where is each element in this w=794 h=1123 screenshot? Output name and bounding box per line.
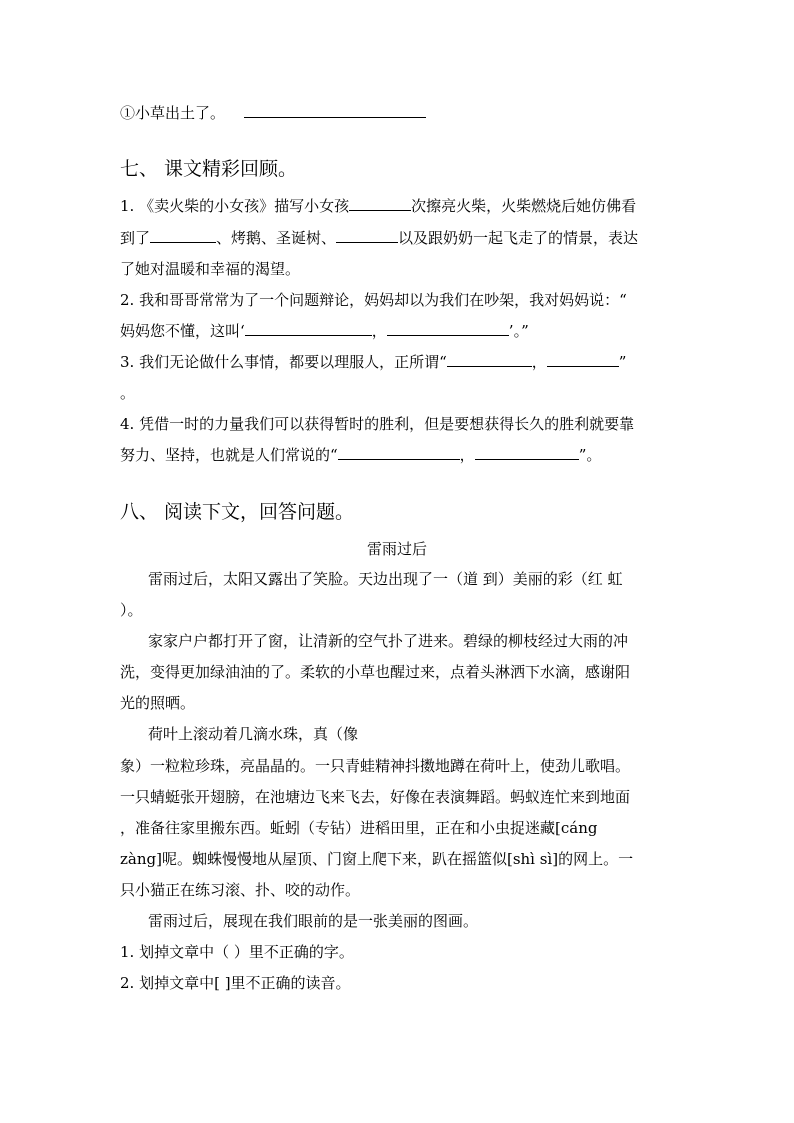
q1-text-c: 到了 xyxy=(120,229,151,247)
p1-line1: 雷雨过后，太阳又露出了笑脸。天边出现了一（道 到）美丽的彩（红 虹 xyxy=(148,570,623,588)
passage-title: 雷雨过后 xyxy=(366,540,427,558)
q3-text-a: 3. 我们无论做什么事情，都要以理服人，正所谓“ xyxy=(120,353,447,371)
q1-line1 xyxy=(120,196,636,216)
q1-blank-3[interactable] xyxy=(336,228,398,243)
item-grass-text: ①小草出土了。 xyxy=(120,104,226,122)
q1-text-b: 次擦亮火柴，火柴燃烧后她仿佛看 xyxy=(411,197,637,215)
q3-line2: 。 xyxy=(120,384,136,402)
q1-text-e: 以及跟奶奶一起飞走了的情景，表达 xyxy=(398,229,639,247)
q4-line2 xyxy=(120,445,601,465)
p3-line3: 一只蜻蜓张开翅膀，在池塘边飞来飞去，好像在表演舞蹈。蚂蚁连忙来到地面 xyxy=(120,788,631,806)
task-2: 2. 划掉文章中[ ]里不正确的读音。 xyxy=(120,974,351,992)
q3-text-b: ， xyxy=(531,353,547,371)
task-1: 1. 划掉文章中（ ）里不正确的字。 xyxy=(120,943,354,961)
q4-blank-2[interactable] xyxy=(475,445,579,460)
q1-blank-1[interactable] xyxy=(349,196,411,211)
p4-line1: 雷雨过后，展现在我们眼前的是一张美丽的图画。 xyxy=(148,912,479,930)
q4-text-a: 努力、坚持，也就是人们常说的“ xyxy=(120,446,338,464)
q1-line2 xyxy=(120,228,638,248)
q4-line1: 4. 凭借一时的力量我们可以获得暂时的胜利，但是要想获得长久的胜利就要靠 xyxy=(120,415,635,433)
q4-text-b: ， xyxy=(459,446,475,464)
q3-line1 xyxy=(120,352,626,372)
q2-blank-2[interactable] xyxy=(387,321,509,336)
p1-line2: ）。 xyxy=(120,601,143,619)
q3-blank-2[interactable] xyxy=(547,352,619,367)
q4-text-c: ”。 xyxy=(578,446,602,464)
q2-blank-1[interactable] xyxy=(245,321,372,336)
p3-line2: 象）一粒粒珍珠，亮晶晶的。一只青蛙精神抖擞地蹲在荷叶上，使劲儿歌唱。 xyxy=(120,757,631,775)
q1-line3: 了她对温暖和幸福的渴望。 xyxy=(120,260,301,278)
answer-blank[interactable] xyxy=(244,103,426,118)
p2-line3: 光的照晒。 xyxy=(120,694,196,712)
q3-blank-1[interactable] xyxy=(447,352,532,367)
q2-text-a: 妈妈您不懂，这叫‘ xyxy=(120,322,245,340)
q3-text-c: ” xyxy=(618,353,627,371)
section7-heading: 七、 课文精彩回顾。 xyxy=(120,158,298,180)
section8-heading: 八、 阅读下文，回答问题。 xyxy=(120,501,355,523)
q1-text-d: 、烤鹅、圣诞树、 xyxy=(216,229,337,247)
q2-text-c: ’。” xyxy=(508,322,529,340)
q1-text-a: 1. 《卖火柴的小女孩》描写小女孩 xyxy=(120,197,350,215)
p2-line1: 家家户户都打开了窗，让清新的空气扑了进来。碧绿的柳枝经过大雨的冲 xyxy=(148,632,629,650)
q1-blank-2[interactable] xyxy=(150,228,216,243)
q2-line2 xyxy=(120,321,529,341)
p3-line5: zàng]呢。蜘蛛慢慢地从屋顶、门窗上爬下来，趴在摇篮似[shì sì]的网上。一 xyxy=(120,850,634,868)
q4-blank-1[interactable] xyxy=(338,445,460,460)
q2-text-b: ， xyxy=(371,322,387,340)
p3-line4: ，准备往家里搬东西。蚯蚓（专钻）进稻田里，正在和小虫捉迷藏[cáng xyxy=(120,819,598,837)
p3-line6: 只小猫正在练习滚、扑、咬的动作。 xyxy=(120,881,361,899)
q2-line1: 2. 我和哥哥常常为了一个问题辩论，妈妈却以为我们在吵架，我对妈妈说：“ xyxy=(120,291,627,309)
item-grass-line xyxy=(120,103,426,123)
p2-line2: 洗，变得更加绿油油的了。柔软的小草也醒过来，点着头淋洒下水滴，感谢阳 xyxy=(120,663,631,681)
p3-line1: 荷叶上滚动着几滴水珠，真（像 xyxy=(148,725,359,743)
